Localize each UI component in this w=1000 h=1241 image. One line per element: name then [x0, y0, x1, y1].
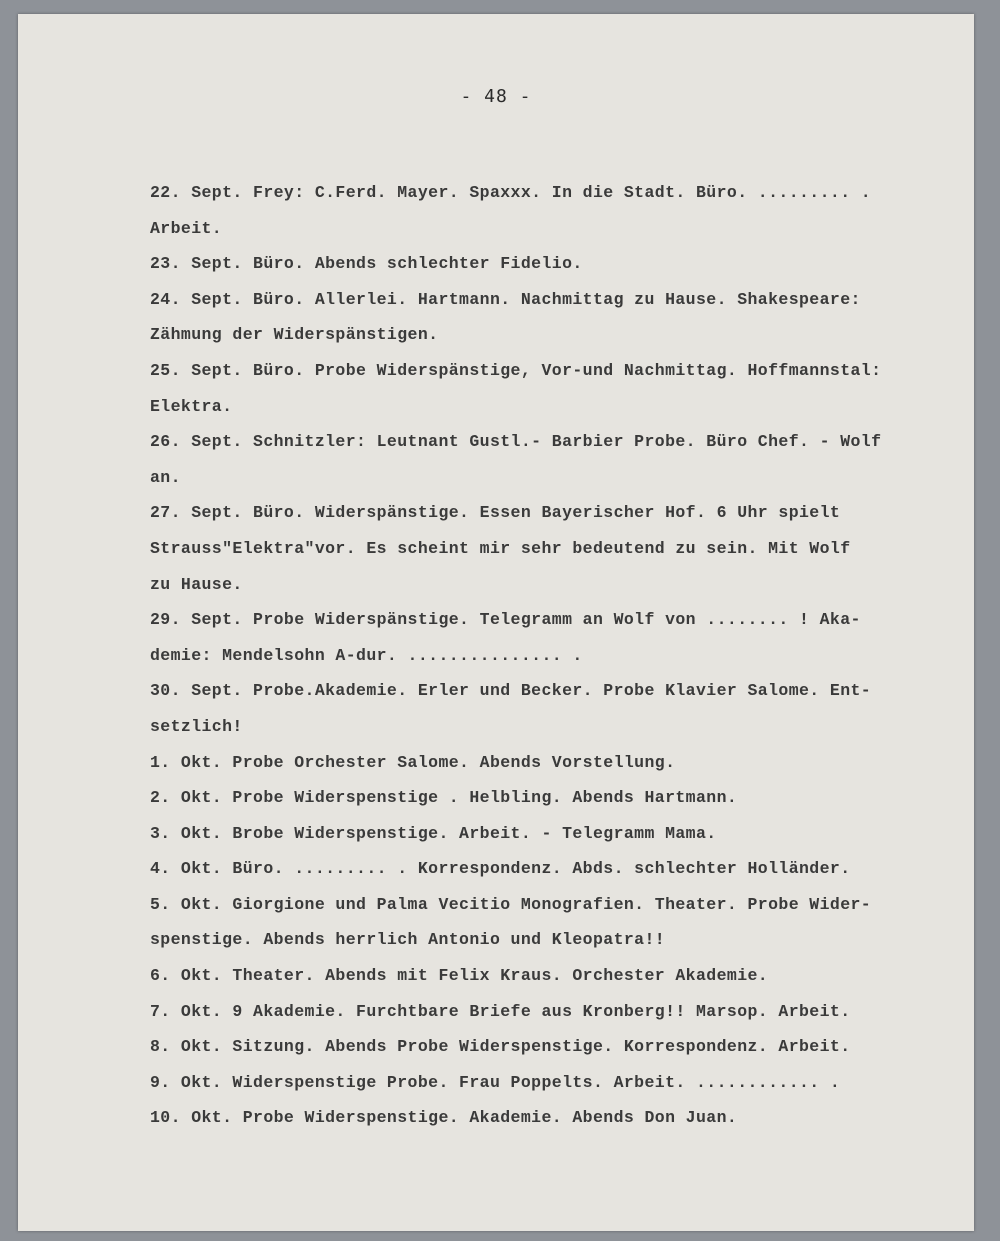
- text-line: 26. Sept. Schnitzler: Leutnant Gustl.- Barbier Probe. Büro Chef. - Wolf: [150, 432, 882, 452]
- text-line: 3. Okt. Brobe Widerspenstige. Arbeit. - Telegramm Mama.: [150, 823, 717, 843]
- text-line: 2. Okt. Probe Widerspenstige . Helbling. Abends Hartmann.: [150, 788, 738, 808]
- page-number: - 48 -: [460, 86, 532, 107]
- text-line: 30. Sept. Probe.Akademie. Erler und Becker. Probe Klavier Salome. Ent-: [150, 681, 872, 701]
- document-page: [18, 14, 974, 1231]
- text-line: 7. Okt. 9 Akademie. Furchtbare Briefe aus Kronberg!! Marsop. Arbeit.: [150, 1001, 851, 1021]
- text-line: Elektra.: [150, 396, 233, 416]
- text-line: 8. Okt. Sitzung. Abends Probe Widerspenstige. Korrespondenz. Arbeit.: [150, 1037, 851, 1057]
- text-line: 23. Sept. Büro. Abends schlechter Fidelio.: [150, 254, 583, 274]
- text-line: 22. Sept. Frey: C.Ferd. Mayer. Spaxxx. In die Stadt. Büro. ......... .: [150, 183, 872, 202]
- text-line: Zähmung der Widerspänstigen.: [150, 325, 439, 345]
- text-line: 9. Okt. Widerspenstige Probe. Frau Poppelts. Arbeit. ............ .: [150, 1072, 841, 1092]
- text-line: zu Hause.: [150, 574, 243, 594]
- text-line: 10. Okt. Probe Widerspenstige. Akademie. Abends Don Juan.: [150, 1108, 738, 1128]
- text-line: spenstige. Abends herrlich Antonio und Kleopatra!!: [150, 930, 666, 950]
- text-line: 29. Sept. Probe Widerspänstige. Telegramm an Wolf von ........ ! Aka-: [150, 610, 861, 630]
- text-line: Arbeit.: [150, 218, 223, 238]
- text-line: 6. Okt. Theater. Abends mit Felix Kraus. Orchester Akademie.: [150, 966, 769, 986]
- text-line: an.: [150, 467, 181, 487]
- text-line: setzlich!: [150, 716, 243, 736]
- text-line: 1. Okt. Probe Orchester Salome. Abends Vorstellung.: [150, 752, 676, 772]
- text-line: demie: Mendelsohn A-dur. ............... .: [150, 645, 583, 665]
- diary-text: [150, 175, 950, 1136]
- text-line: 4. Okt. Büro. ......... . Korrespondenz. Abds. schlechter Holländer.: [150, 859, 851, 879]
- text-line: 5. Okt. Giorgione und Palma Vecitio Monografien. Theater. Probe Wider-: [150, 894, 872, 914]
- text-line: Strauss"Elektra"vor. Es scheint mir sehr bedeutend zu sein. Mit Wolf: [150, 538, 851, 558]
- text-line: 25. Sept. Büro. Probe Widerspänstige, Vor-und Nachmittag. Hoffmannstal:: [150, 360, 882, 380]
- text-line: 24. Sept. Büro. Allerlei. Hartmann. Nachmittag zu Hause. Shakespeare:: [150, 289, 861, 309]
- text-line: 27. Sept. Büro. Widerspänstige. Essen Bayerischer Hof. 6 Uhr spielt: [150, 503, 841, 523]
